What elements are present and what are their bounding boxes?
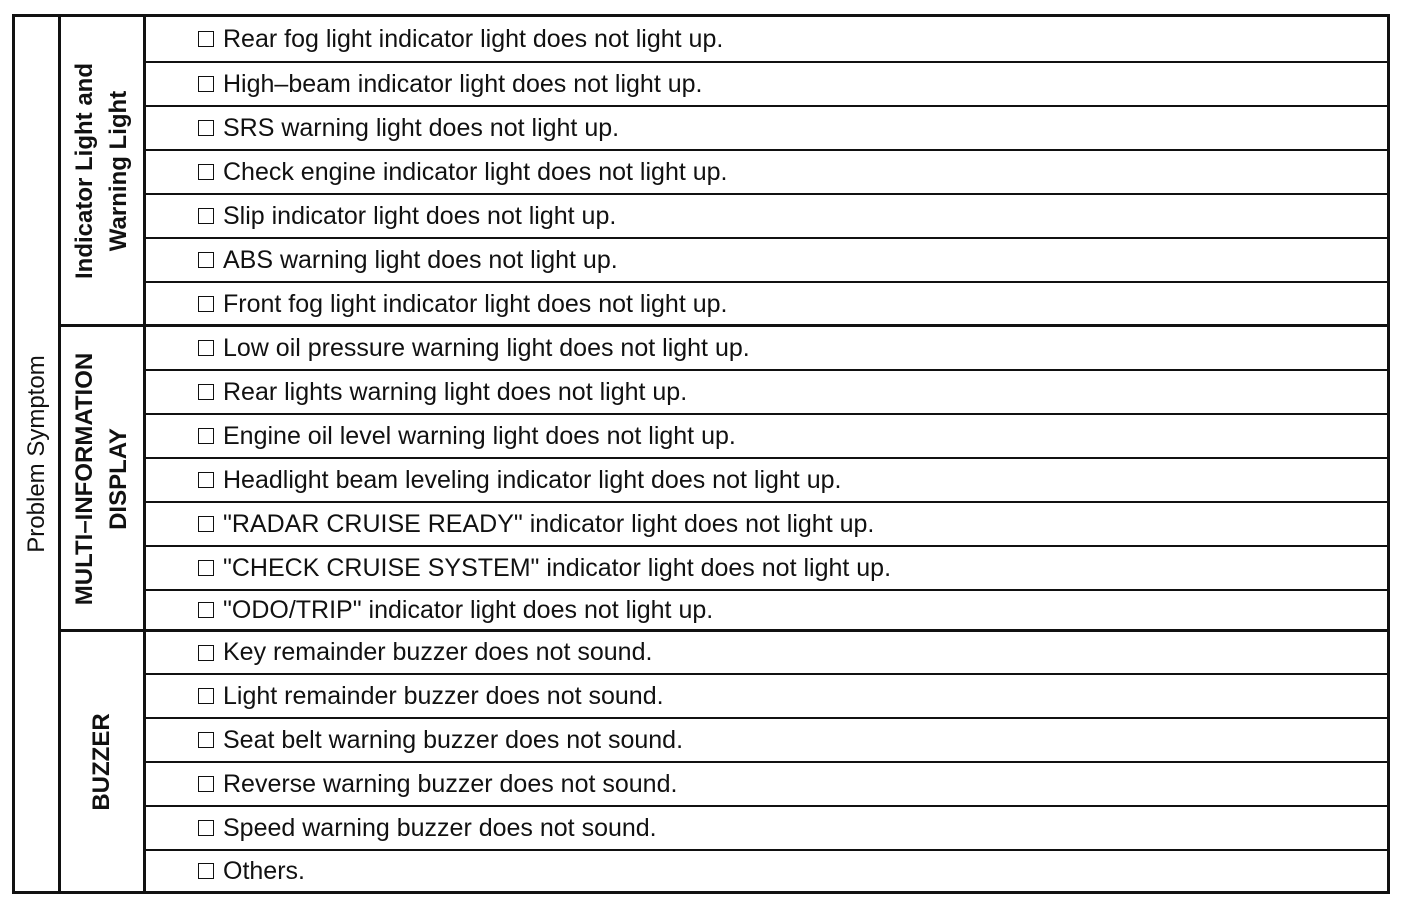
symptom-text: Low oil pressure warning light does not light up.: [223, 333, 750, 362]
checkbox-icon[interactable]: [198, 208, 214, 224]
checkbox-icon[interactable]: [198, 428, 214, 444]
checkbox-icon[interactable]: [198, 472, 214, 488]
symptom-row[interactable]: [146, 193, 1387, 237]
symptom-text: Key remainder buzzer does not sound.: [223, 638, 653, 666]
group-indicator-warning-label: [68, 63, 136, 279]
symptom-text: "ODO/TRIP" indicator light does not light up.: [223, 595, 714, 624]
checkbox-icon[interactable]: [198, 252, 214, 268]
checkbox-icon[interactable]: [198, 645, 214, 661]
checkbox-icon[interactable]: [198, 296, 214, 312]
symptom-row[interactable]: [146, 717, 1387, 761]
symptom-text: Rear fog light indicator light does not light up.: [223, 24, 724, 53]
symptom-row[interactable]: [146, 369, 1387, 413]
symptom-text: Reverse warning buzzer does not sound.: [223, 769, 678, 798]
checkbox-icon[interactable]: [198, 384, 214, 400]
symptom-text: "RADAR CRUISE READY" indicator light does not light up.: [223, 509, 875, 538]
checkbox-icon[interactable]: [198, 120, 214, 136]
checkbox-icon[interactable]: [198, 76, 214, 92]
group-label-line: DISPLAY: [105, 427, 132, 530]
checkbox-icon[interactable]: [198, 820, 214, 836]
symptom-text: ABS warning light does not light up.: [223, 245, 618, 274]
symptom-row[interactable]: [146, 761, 1387, 805]
symptom-row[interactable]: [146, 673, 1387, 717]
problem-symptom-column: [15, 17, 61, 891]
checkbox-icon[interactable]: [198, 340, 214, 356]
symptom-row[interactable]: [146, 501, 1387, 545]
symptom-text: Headlight beam leveling indicator light does not light up.: [223, 465, 842, 494]
symptom-text: High–beam indicator light does not light up.: [223, 69, 703, 98]
checkbox-icon[interactable]: [198, 776, 214, 792]
symptom-row[interactable]: [146, 849, 1387, 891]
checkbox-icon[interactable]: [198, 863, 214, 879]
checkbox-icon[interactable]: [198, 560, 214, 576]
group-multi-information-display-label: [68, 352, 136, 604]
problem-symptom-table: [12, 14, 1390, 894]
symptom-text: "CHECK CRUISE SYSTEM" indicator light does not light up.: [223, 553, 892, 582]
symptom-text: Seat belt warning buzzer does not sound.: [223, 725, 684, 754]
symptom-text: Rear lights warning light does not light up.: [223, 377, 688, 406]
symptom-text: Check engine indicator light does not light up.: [223, 157, 728, 186]
symptom-text: Others.: [223, 856, 305, 885]
group-buzzer-label: [85, 713, 119, 810]
symptom-row[interactable]: [146, 17, 1387, 61]
symptom-text: Light remainder buzzer does not sound.: [223, 681, 664, 710]
group-label-line: Indicator Light and: [71, 63, 98, 279]
checkbox-icon[interactable]: [198, 602, 214, 618]
group-label-line: MULTI–INFORMATION: [71, 352, 98, 605]
symptom-row[interactable]: [146, 324, 1387, 369]
checkbox-icon[interactable]: [198, 516, 214, 532]
symptom-row[interactable]: [146, 237, 1387, 281]
symptom-text: Front fog light indicator light does not light up.: [223, 289, 728, 318]
symptom-row[interactable]: [146, 61, 1387, 105]
symptom-row[interactable]: [146, 589, 1387, 629]
symptom-row[interactable]: [146, 805, 1387, 849]
symptom-text: Slip indicator light does not light up.: [223, 201, 617, 230]
checkbox-icon[interactable]: [198, 732, 214, 748]
symptom-row[interactable]: [146, 281, 1387, 325]
symptom-row[interactable]: [146, 413, 1387, 457]
checkbox-icon[interactable]: [198, 31, 214, 47]
group-label-line: BUZZER: [88, 712, 115, 811]
symptom-text: SRS warning light does not light up.: [223, 113, 620, 142]
group-buzzer: [61, 629, 146, 891]
group-multi-information-display: [61, 324, 146, 630]
symptom-row[interactable]: [146, 149, 1387, 193]
group-indicator-warning: [61, 17, 146, 325]
symptom-row[interactable]: [146, 629, 1387, 673]
symptom-row[interactable]: [146, 105, 1387, 149]
symptom-text: Speed warning buzzer does not sound.: [223, 813, 657, 842]
symptom-text: Engine oil level warning light does not light up.: [223, 421, 736, 450]
symptom-row[interactable]: [146, 457, 1387, 501]
checkbox-icon[interactable]: [198, 164, 214, 180]
checkbox-icon[interactable]: [198, 688, 214, 704]
symptom-rows: [146, 17, 1387, 891]
group-label-line: Warning Light: [105, 90, 132, 252]
symptom-row[interactable]: [146, 545, 1387, 589]
problem-symptom-label: Problem Symptom: [22, 355, 50, 553]
